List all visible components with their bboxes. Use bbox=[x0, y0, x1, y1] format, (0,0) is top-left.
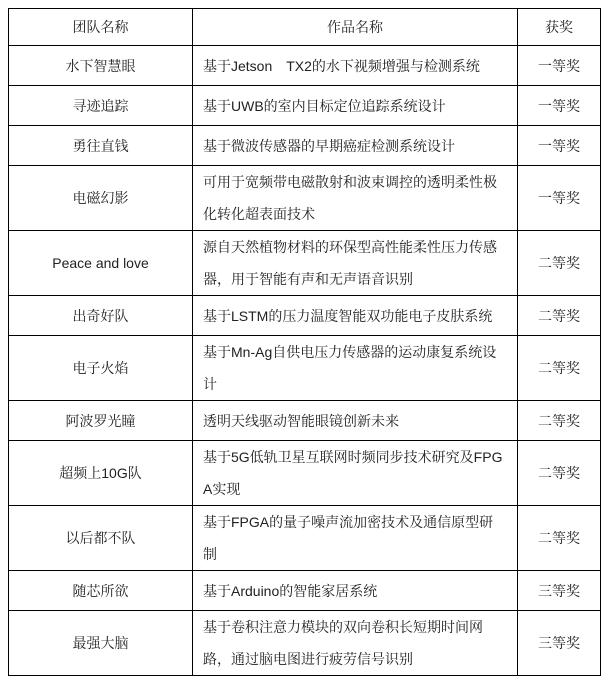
work-title-cell: 基于LSTM的压力温度智能双功能电子皮肤系统 bbox=[193, 296, 518, 336]
work-title-cell: 基于5G低轨卫星互联网时频同步技术研究及FPGA实现 bbox=[193, 441, 518, 506]
work-title-cell: 基于微波传感器的早期癌症检测系统设计 bbox=[193, 126, 518, 166]
work-title-cell: 源自天然植物材料的环保型高性能柔性压力传感器，用于智能有声和无声语音识别 bbox=[193, 231, 518, 296]
table-row bbox=[9, 441, 601, 506]
award-cell: 三等奖 bbox=[518, 571, 601, 611]
work-title-cell: 基于Mn-Ag自供电压力传感器的运动康复系统设计 bbox=[193, 336, 518, 401]
team-name-cell: 出奇好队 bbox=[9, 296, 193, 336]
awards-table bbox=[8, 8, 601, 676]
award-cell: 一等奖 bbox=[518, 46, 601, 86]
table-row bbox=[9, 46, 601, 86]
award-cell: 二等奖 bbox=[518, 401, 601, 441]
table-row bbox=[9, 401, 601, 441]
table-row bbox=[9, 86, 601, 126]
column-header-team-name: 团队名称 bbox=[9, 9, 193, 46]
table-row bbox=[9, 296, 601, 336]
award-cell: 二等奖 bbox=[518, 506, 601, 571]
team-name-cell: 水下智慧眼 bbox=[9, 46, 193, 86]
award-cell: 二等奖 bbox=[518, 336, 601, 401]
column-header-award: 获奖 bbox=[518, 9, 601, 46]
work-title-cell: 基于Arduino的智能家居系统 bbox=[193, 571, 518, 611]
work-title-cell: 透明天线驱动智能眼镜创新未来 bbox=[193, 401, 518, 441]
team-name-cell: Peace and love bbox=[9, 231, 193, 296]
team-name-cell: 电子火焰 bbox=[9, 336, 193, 401]
award-cell: 二等奖 bbox=[518, 441, 601, 506]
award-cell: 一等奖 bbox=[518, 86, 601, 126]
table-row bbox=[9, 166, 601, 231]
team-name-cell: 勇往直钱 bbox=[9, 126, 193, 166]
team-name-cell: 阿波罗光瞳 bbox=[9, 401, 193, 441]
work-title-cell: 基于Jetson TX2的水下视频增强与检测系统 bbox=[193, 46, 518, 86]
award-cell: 三等奖 bbox=[518, 611, 601, 676]
team-name-cell: 以后都不队 bbox=[9, 506, 193, 571]
table-row bbox=[9, 126, 601, 166]
table-row bbox=[9, 336, 601, 401]
table-row bbox=[9, 571, 601, 611]
work-title-cell: 可用于宽频带电磁散射和波束调控的透明柔性极化转化超表面技术 bbox=[193, 166, 518, 231]
team-name-cell: 超频上10G队 bbox=[9, 441, 193, 506]
table-row bbox=[9, 231, 601, 296]
team-name-cell: 寻迹追踪 bbox=[9, 86, 193, 126]
team-name-cell: 最强大脑 bbox=[9, 611, 193, 676]
award-cell: 二等奖 bbox=[518, 296, 601, 336]
column-header-work-title: 作品名称 bbox=[193, 9, 518, 46]
award-cell: 二等奖 bbox=[518, 231, 601, 296]
work-title-cell: 基于FPGA的量子噪声流加密技术及通信原型研制 bbox=[193, 506, 518, 571]
table-row bbox=[9, 506, 601, 571]
team-name-cell: 随芯所欲 bbox=[9, 571, 193, 611]
header-row bbox=[9, 9, 601, 46]
team-name-cell: 电磁幻影 bbox=[9, 166, 193, 231]
award-cell: 一等奖 bbox=[518, 166, 601, 231]
award-cell: 一等奖 bbox=[518, 126, 601, 166]
work-title-cell: 基于卷积注意力模块的双向卷积长短期时间网路，通过脑电图进行疲劳信号识别 bbox=[193, 611, 518, 676]
work-title-cell: 基于UWB的室内目标定位追踪系统设计 bbox=[193, 86, 518, 126]
table-row bbox=[9, 611, 601, 676]
